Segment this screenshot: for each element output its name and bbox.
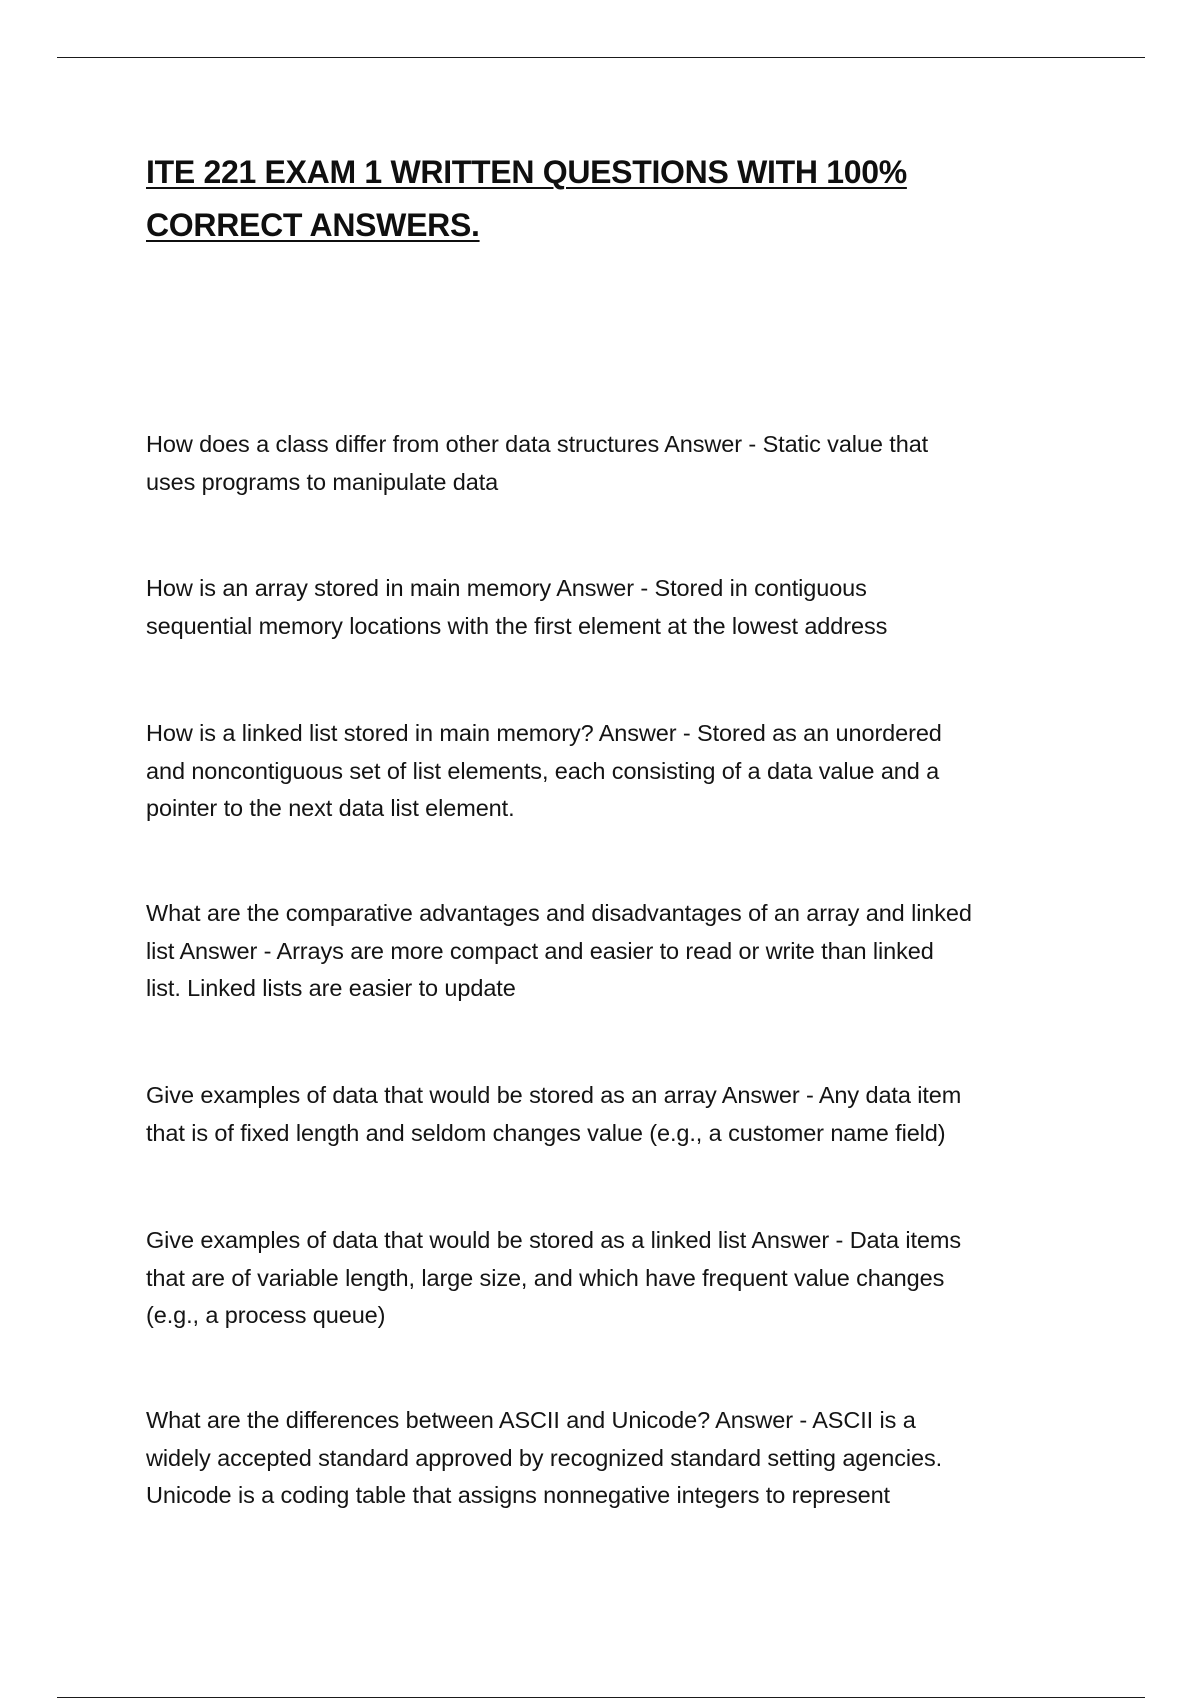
qa-line: list. Linked lists are easier to update xyxy=(146,975,516,1001)
qa-entry-array-examples xyxy=(146,1077,1086,1152)
title-line: ITE 221 EXAM 1 WRITTEN QUESTIONS WITH 100% xyxy=(146,154,907,190)
qa-entry-ascii-vs-unicode xyxy=(146,1402,1086,1515)
header-rule xyxy=(57,57,1145,58)
qa-line: How is an array stored in main memory Answer - Stored in contiguous xyxy=(146,575,867,601)
qa-line: uses programs to manipulate data xyxy=(146,468,499,495)
document-title xyxy=(146,146,1106,252)
qa-entry-class-vs-structures xyxy=(146,426,1086,501)
qa-line: Give examples of data that would be stored as an array Answer - Any data item xyxy=(146,1082,962,1108)
qa-line: What are the comparative advantages and disadvantages of an array and linked xyxy=(146,900,972,926)
qa-line: widely accepted standard approved by recognized standard setting agencies. xyxy=(146,1444,943,1471)
qa-line: list Answer - Arrays are more compact and easier to read or write than linked xyxy=(146,937,934,964)
qa-line: sequential memory locations with the first element at the lowest address xyxy=(146,612,888,639)
footer-rule xyxy=(57,1697,1145,1698)
qa-line: How is a linked list stored in main memory? Answer - Stored as an unordered xyxy=(146,720,942,746)
qa-line: (e.g., a process queue) xyxy=(146,1302,386,1328)
qa-entry-array-storage xyxy=(146,570,1086,645)
qa-line: that are of variable length, large size, and which have frequent value changes xyxy=(146,1264,945,1291)
title-line: CORRECT ANSWERS. xyxy=(146,207,480,243)
qa-entry-array-vs-linked-list xyxy=(146,895,1086,1008)
qa-line: pointer to the next data list element. xyxy=(146,795,515,821)
qa-line: What are the differences between ASCII and Unicode? Answer - ASCII is a xyxy=(146,1407,916,1433)
qa-line: that is of fixed length and seldom changes value (e.g., a customer name field) xyxy=(146,1119,946,1146)
qa-line: and noncontiguous set of list elements, each consisting of a data value and a xyxy=(146,757,940,784)
qa-entry-linked-list-storage xyxy=(146,715,1086,828)
qa-line: Unicode is a coding table that assigns nonnegative integers to represent xyxy=(146,1482,890,1508)
qa-line: How does a class differ from other data structures Answer - Static value that xyxy=(146,431,929,457)
qa-entry-linked-list-examples xyxy=(146,1222,1086,1335)
qa-line: Give examples of data that would be stored as a linked list Answer - Data items xyxy=(146,1227,962,1253)
